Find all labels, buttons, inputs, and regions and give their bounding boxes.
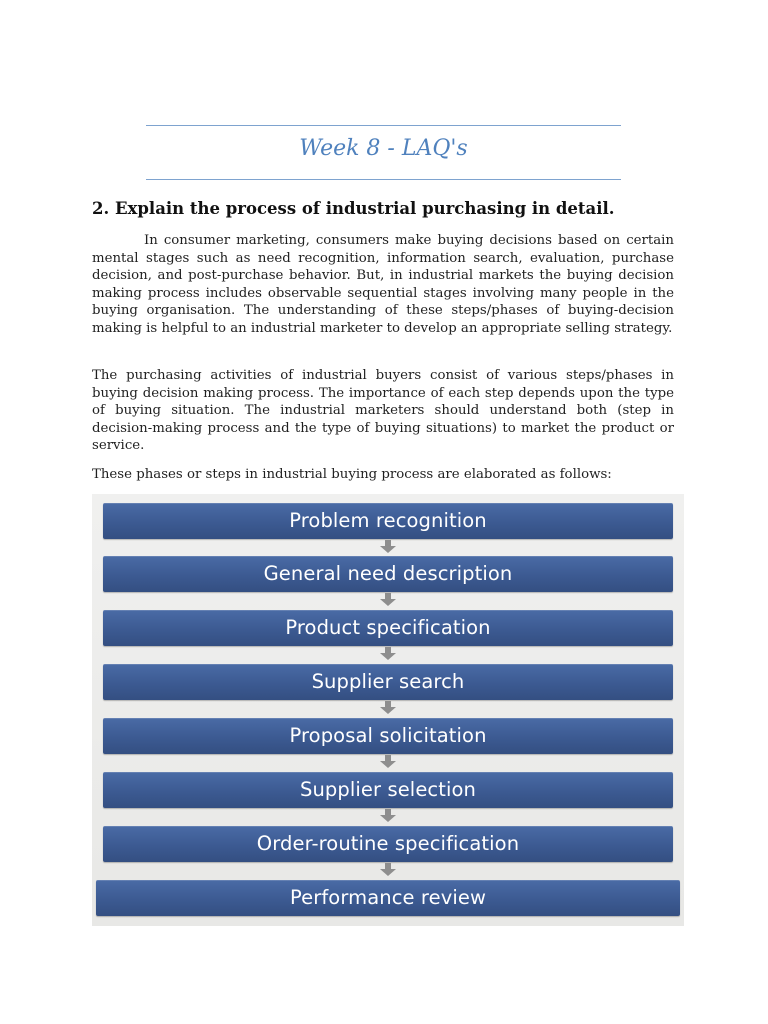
title-rule-top: [146, 125, 621, 126]
title-rule-bottom: [146, 179, 621, 180]
page-title: Week 8 - LAQ's: [299, 136, 468, 161]
down-arrow-icon: [379, 809, 397, 823]
down-arrow-icon: [379, 593, 397, 607]
flow-step-supplier-search: Supplier search: [103, 664, 673, 700]
flow-step-product-specification: Product specification: [103, 610, 673, 646]
down-arrow-icon: [379, 540, 397, 554]
flow-step-general-need-description: General need description: [103, 556, 673, 592]
flow-step-performance-review: Performance review: [96, 880, 680, 916]
question-heading: 2. Explain the process of industrial purchasing in detail.: [92, 199, 615, 218]
paragraph-lead-in: These phases or steps in industrial buying process are elaborated as follows:: [92, 467, 612, 482]
down-arrow-icon: [379, 863, 397, 877]
down-arrow-icon: [379, 701, 397, 715]
buying-process-flowchart: [92, 494, 684, 926]
paragraph-intro: [92, 232, 674, 338]
flow-step-proposal-solicitation: Proposal solicitation: [103, 718, 673, 754]
paragraph-intro-text: In consumer marketing, consumers make buying decisions based on certain mental stages such as need recognition, information search, evaluation, purchase decision, and post-purchase behavior. But, in industrial markets the buying decision making process includes observable sequential stages involving many people in the buying organisation. The understanding of these steps/phases of buying-decision making is helpful to an industrial marketer to develop an appropriate selling strategy.: [92, 233, 674, 336]
flow-step-order-routine-specification: Order-routine specification: [103, 826, 673, 862]
paragraph-activities: The purchasing activities of industrial buyers consist of various steps/phases in buying decision making process. The importance of each step depends upon the type of buying situation. The industrial marketers should understand both (step in decision-making process and the type of buying situations) to market the product or service.: [92, 368, 674, 454]
down-arrow-icon: [379, 755, 397, 769]
flow-step-problem-recognition: Problem recognition: [103, 503, 673, 539]
down-arrow-icon: [379, 647, 397, 661]
flow-step-supplier-selection: Supplier selection: [103, 772, 673, 808]
